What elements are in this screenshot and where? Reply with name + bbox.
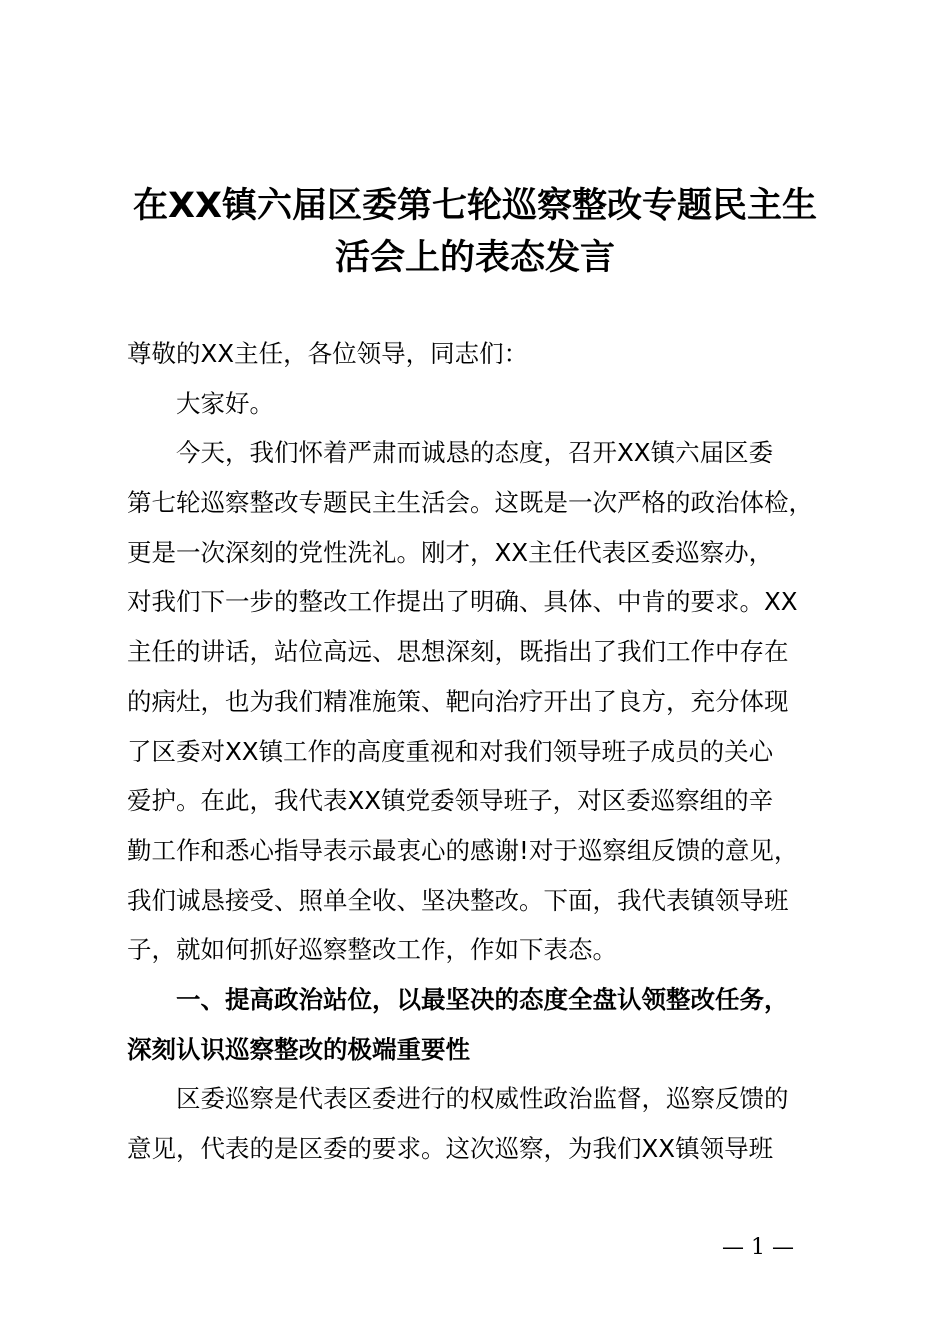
page-number: — 1 — [722,1235,794,1260]
paragraph-line: 子，就如何抓好巡察整改工作，作如下表态。 [127,935,617,965]
section-heading-1: 一、提高政治站位，以最坚决的态度全盘认领整改任务， [176,984,789,1014]
paragraph-line: 爱护。在此，我代表XX镇党委领导班子，对区委巡察组的辛 [127,786,774,816]
paragraph-line: 对我们下一步的整改工作提出了明确、具体、中肯的要求。XX [127,587,798,617]
paragraph-line: 更是一次深刻的党性洗礼。刚才，XX主任代表区委巡察办， [127,537,774,567]
title-line-1: 在XX镇六届区委第七轮巡察整改专题民主生 [133,186,817,226]
paragraph-line: 区委巡察是代表区委进行的权威性政治监督，巡察反馈的 [176,1084,789,1114]
paragraph-line: 今天，我们怀着严肃而诚恳的态度，召开XX镇六届区委 [176,438,774,468]
paragraph-line: 主任的讲话，站位高远、思想深刻，既指出了我们工作中存在 [127,637,789,667]
salutation: 尊敬的XX主任，各位领导，同志们： [127,339,529,368]
paragraph-line: 勤工作和悉心指导表示最衷心的感谢!对于巡察组反馈的意见， [127,835,799,865]
document-body [127,329,847,1174]
paragraph-line: 意见，代表的是区委的要求。这次巡察，为我们XX镇领导班 [127,1134,774,1163]
paragraph-line: 的病灶，也为我们精准施策、靶向治疗开出了良方，充分体现 [127,686,789,716]
paragraph-line: 第七轮巡察整改专题民主生活会。这既是一次严格的政治体检， [127,488,813,518]
paragraph-line: 我们诚恳接受、照单全收、坚决整改。下面，我代表镇领导班 [127,885,789,915]
section-heading-1-cont: 深刻认识巡察整改的极端重要性 [127,1034,470,1064]
document-title [100,180,850,284]
paragraph-line: 了区委对XX镇工作的高度重视和对我们领导班子成员的关心 [127,736,774,766]
greeting: 大家好。 [176,388,274,418]
title-line-2: 活会上的表态发言 [334,238,615,278]
